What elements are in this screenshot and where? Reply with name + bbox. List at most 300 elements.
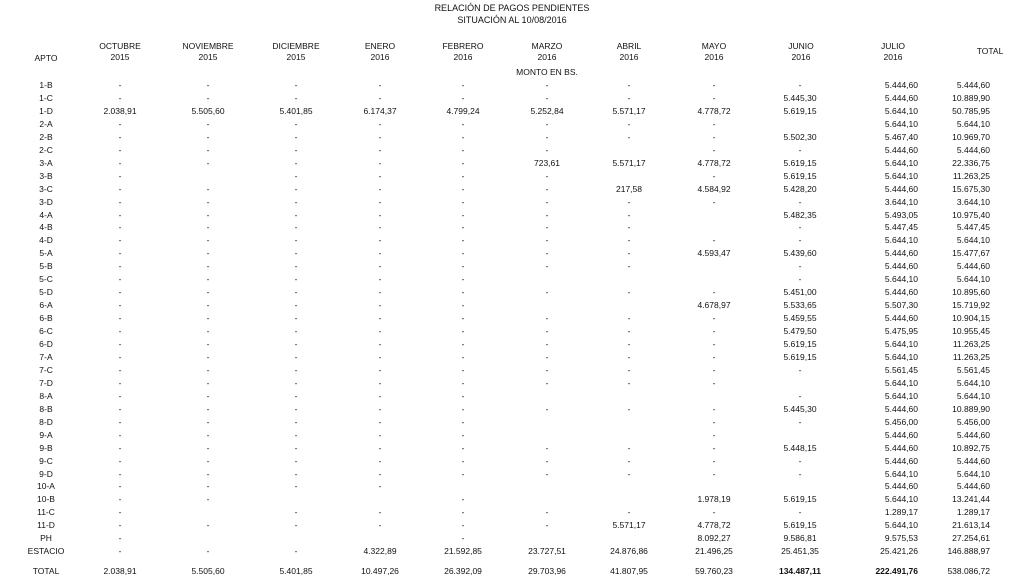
row-cell-dic: - <box>294 287 298 298</box>
row-cell-feb: - <box>461 429 465 440</box>
row-cell-jul: 25.421,26 <box>880 546 918 557</box>
row-cell-dic: - <box>294 429 298 440</box>
row-cell-oct: - <box>118 546 122 557</box>
row-cell-ene: - <box>378 339 382 349</box>
row-cell-jul: 5.444,60 <box>884 80 918 90</box>
row-cell-may: 4.778,72 <box>697 105 731 116</box>
row-cell-dic: - <box>294 300 298 311</box>
row-cell-jul: 5.561,45 <box>884 364 918 375</box>
row-cell-may: - <box>712 442 716 453</box>
row-cell-jun: - <box>798 364 802 375</box>
header-feb <box>442 41 483 63</box>
row-cell-oct: - <box>118 131 122 142</box>
row-cell-abr: - <box>627 80 631 90</box>
row-cell-abr: - <box>627 377 631 388</box>
row-cell-dic: 5.401,85 <box>279 105 313 116</box>
row-cell-may: - <box>712 351 716 362</box>
row-cell-may: - <box>712 429 716 440</box>
row-cell-jul: 5.447,45 <box>884 222 918 233</box>
row-cell-ene: - <box>378 481 382 492</box>
row-cell-oct: - <box>118 455 122 466</box>
row-cell-nov: - <box>206 157 210 168</box>
row-cell-abr: - <box>627 261 631 272</box>
header-jun-year: 2016 <box>791 52 811 62</box>
row-cell-mar: - <box>545 196 549 207</box>
row-cell-total: 538.086,72 <box>947 566 990 576</box>
row-cell-jul: 5.644,10 <box>884 377 918 388</box>
row-cell-jun: 5.439,60 <box>783 248 817 259</box>
row-cell-oct: - <box>118 468 122 479</box>
row-cell-nov: - <box>206 300 210 311</box>
row-cell-jul: 222.491,76 <box>875 566 918 576</box>
row-cell-jul: 5.644,10 <box>884 390 918 401</box>
row-cell-oct: - <box>118 520 122 531</box>
row-cell-may: - <box>712 131 716 142</box>
row-cell-feb: - <box>461 390 465 401</box>
header-nov-label: NOVIEMBRE <box>182 41 234 51</box>
row-cell-ene: - <box>378 157 382 168</box>
row-cell-jul: 5.444,60 <box>884 442 918 453</box>
row-cell-abr: - <box>627 92 631 103</box>
row-cell-mar: 723,61 <box>534 157 560 168</box>
row-cell-nov: - <box>206 313 210 324</box>
row-cell-feb: - <box>461 157 465 168</box>
row-cell-abr: - <box>627 222 631 233</box>
row-cell-mar: - <box>545 468 549 479</box>
row-cell-feb: - <box>461 80 465 90</box>
row-cell-feb: 26.392,09 <box>444 566 482 576</box>
row-cell-oct: - <box>118 507 122 518</box>
row-cell-nov: - <box>206 261 210 272</box>
row-cell-ene: - <box>378 131 382 142</box>
row-cell-jun: 5.619,15 <box>783 339 817 349</box>
row-cell-jun: 5.502,30 <box>783 131 817 142</box>
row-apto: 4-A <box>39 209 53 220</box>
row-apto: 5-B <box>39 261 53 272</box>
row-cell-dic: - <box>294 351 298 362</box>
row-cell-oct: - <box>118 287 122 298</box>
row-cell-jul: 5.493,05 <box>884 209 918 220</box>
row-cell-ene: - <box>378 209 382 220</box>
row-cell-ene: - <box>378 403 382 414</box>
row-cell-ene: - <box>378 170 382 181</box>
row-cell-jun: - <box>798 390 802 401</box>
row-apto: 3-D <box>39 196 53 207</box>
row-cell-mar: - <box>545 364 549 375</box>
row-cell-jun: 5.428,20 <box>783 183 817 194</box>
row-cell-nov: - <box>206 326 210 337</box>
row-apto: 5-C <box>39 274 53 285</box>
row-cell-mar: - <box>545 144 549 155</box>
row-cell-feb: - <box>461 364 465 375</box>
row-cell-total: 5.561,45 <box>956 364 990 375</box>
row-cell-feb: - <box>461 248 465 259</box>
row-cell-dic: - <box>294 209 298 220</box>
row-cell-feb: - <box>461 222 465 233</box>
row-apto: 7-C <box>39 364 53 375</box>
row-cell-jun: 5.619,15 <box>783 170 817 181</box>
row-cell-oct: - <box>118 533 122 544</box>
row-cell-jul: 1.289,17 <box>884 507 918 518</box>
row-cell-mar: - <box>545 261 549 272</box>
header-may <box>702 41 726 63</box>
row-cell-jul: 5.444,60 <box>884 429 918 440</box>
row-cell-feb: - <box>461 442 465 453</box>
row-apto: 10-B <box>37 494 55 505</box>
row-cell-jun: - <box>798 274 802 285</box>
row-cell-feb: - <box>461 300 465 311</box>
row-cell-feb: - <box>461 209 465 220</box>
row-cell-nov: - <box>206 131 210 142</box>
row-apto: 8-D <box>39 416 53 427</box>
header-ene-label: ENERO <box>364 41 396 51</box>
row-cell-feb: - <box>461 339 465 349</box>
row-cell-abr: - <box>627 442 631 453</box>
row-cell-jul: 5.444,60 <box>884 455 918 466</box>
header-jul <box>881 41 905 63</box>
row-cell-dic: - <box>294 235 298 246</box>
row-cell-feb: - <box>461 261 465 272</box>
row-cell-total: 10.889,90 <box>952 92 990 103</box>
row-apto: 5-D <box>39 287 53 298</box>
row-cell-total: 11.263,25 <box>952 339 990 349</box>
row-cell-total: 5.444,60 <box>956 429 990 440</box>
row-apto: 3-A <box>39 157 53 168</box>
row-cell-ene: - <box>378 377 382 388</box>
row-cell-total: 10.969,70 <box>952 131 990 142</box>
row-apto: 1-B <box>39 80 53 90</box>
row-cell-total: 11.263,25 <box>952 170 990 181</box>
row-cell-may: 59.760,23 <box>695 566 733 576</box>
row-cell-mar: - <box>545 507 549 518</box>
header-oct-year: 2015 <box>110 52 130 62</box>
row-cell-total: 22.336,75 <box>952 157 990 168</box>
row-cell-dic: - <box>294 364 298 375</box>
row-cell-jul: 5.467,40 <box>884 131 918 142</box>
row-cell-oct: - <box>118 364 122 375</box>
row-cell-dic: - <box>294 261 298 272</box>
row-cell-total: 13.241,44 <box>952 494 990 505</box>
row-cell-oct: - <box>118 92 122 103</box>
row-cell-jul: 5.644,10 <box>884 520 918 531</box>
row-cell-may: 4.778,72 <box>697 520 731 531</box>
row-cell-mar: - <box>545 377 549 388</box>
row-apto: 3-C <box>39 183 53 194</box>
row-apto: 9-C <box>39 455 53 466</box>
row-cell-jun: 5.619,15 <box>783 494 817 505</box>
row-cell-jun: - <box>798 235 802 246</box>
row-cell-mar: - <box>545 209 549 220</box>
row-apto: 7-D <box>39 377 53 388</box>
row-cell-feb: - <box>461 507 465 518</box>
row-cell-abr: - <box>627 326 631 337</box>
row-cell-feb: - <box>461 403 465 414</box>
row-cell-dic: - <box>294 442 298 453</box>
row-cell-feb: - <box>461 326 465 337</box>
row-cell-may: 4.778,72 <box>697 157 731 168</box>
row-apto: TOTAL <box>32 566 60 576</box>
row-cell-dic: - <box>294 339 298 349</box>
row-cell-mar: - <box>545 442 549 453</box>
row-cell-dic: - <box>294 92 298 103</box>
row-cell-abr: 41.807,95 <box>610 566 648 576</box>
row-cell-dic: - <box>294 507 298 518</box>
row-cell-jul: 5.444,60 <box>884 261 918 272</box>
row-cell-dic: - <box>294 377 298 388</box>
row-apto: 2-B <box>39 131 53 142</box>
row-cell-oct: - <box>118 80 122 90</box>
row-cell-jul: 5.444,60 <box>884 183 918 194</box>
row-cell-oct: - <box>118 326 122 337</box>
row-apto: 8-A <box>39 390 53 401</box>
row-cell-mar: - <box>545 235 549 246</box>
row-cell-abr: 24.876,86 <box>610 546 648 557</box>
row-cell-feb: - <box>461 416 465 427</box>
row-cell-may: 4.678,97 <box>697 300 731 311</box>
header-jun <box>788 41 814 63</box>
row-cell-may: 21.496,25 <box>695 546 733 557</box>
header-ene <box>365 41 395 63</box>
row-cell-feb: - <box>461 235 465 246</box>
row-cell-nov: - <box>206 118 210 129</box>
row-apto: 6-D <box>39 339 53 349</box>
header-total-label: TOTAL <box>976 46 1004 56</box>
row-cell-nov: - <box>206 248 210 259</box>
header-feb-year: 2016 <box>453 52 473 62</box>
header-may-year: 2016 <box>704 52 724 62</box>
row-cell-nov: - <box>206 520 210 531</box>
row-cell-ene: 10.497,26 <box>361 566 399 576</box>
row-cell-may: - <box>712 364 716 375</box>
row-cell-oct: - <box>118 494 122 505</box>
row-cell-feb: - <box>461 313 465 324</box>
row-cell-total: 5.644,10 <box>956 118 990 129</box>
header-jul-year: 2016 <box>883 52 903 62</box>
row-cell-may: - <box>712 287 716 298</box>
row-cell-jun: 5.479,50 <box>783 326 817 337</box>
row-cell-total: 10.904,15 <box>952 313 990 324</box>
row-cell-mar: 5.252,84 <box>530 105 564 116</box>
header-ene-year: 2016 <box>370 52 390 62</box>
row-cell-total: 3.644,10 <box>956 196 990 207</box>
row-cell-mar: - <box>545 287 549 298</box>
row-cell-ene: - <box>378 390 382 401</box>
row-cell-jul: 5.644,10 <box>884 118 918 129</box>
row-apto: PH <box>40 533 52 544</box>
row-cell-oct: - <box>118 170 122 181</box>
row-cell-abr: - <box>627 287 631 298</box>
row-cell-oct: 2.038,91 <box>103 105 137 116</box>
row-cell-ene: - <box>378 287 382 298</box>
row-cell-may: 4.584,92 <box>697 183 731 194</box>
row-cell-nov: - <box>206 92 210 103</box>
header-apto <box>35 53 58 64</box>
row-apto: 11-C <box>37 507 55 518</box>
row-cell-may: 1.978,19 <box>697 494 731 505</box>
row-cell-oct: - <box>118 351 122 362</box>
row-cell-mar: - <box>545 131 549 142</box>
row-cell-dic: - <box>294 546 298 557</box>
row-cell-jun: 5.448,15 <box>783 442 817 453</box>
row-cell-ene: - <box>378 261 382 272</box>
row-cell-mar: - <box>545 170 549 181</box>
row-cell-nov: - <box>206 390 210 401</box>
row-cell-oct: - <box>118 481 122 492</box>
row-cell-abr: - <box>627 209 631 220</box>
row-cell-nov: - <box>206 144 210 155</box>
row-cell-abr: - <box>627 403 631 414</box>
row-cell-feb: - <box>461 131 465 142</box>
row-cell-oct: - <box>118 274 122 285</box>
row-cell-jul: 5.644,10 <box>884 274 918 285</box>
header-abr-label: ABRIL <box>616 41 642 51</box>
row-cell-total: 10.892,75 <box>952 442 990 453</box>
row-cell-abr: - <box>627 455 631 466</box>
row-cell-feb: - <box>461 170 465 181</box>
row-cell-nov: - <box>206 546 210 557</box>
row-cell-total: 5.444,60 <box>956 144 990 155</box>
row-cell-total: 146.888,97 <box>947 546 990 557</box>
row-cell-jul: 5.644,10 <box>884 105 918 116</box>
row-cell-abr: 5.571,17 <box>612 157 646 168</box>
row-cell-jul: 5.444,60 <box>884 144 918 155</box>
row-cell-nov: - <box>206 80 210 90</box>
report-title: RELACIÓN DE PAGOS PENDIENTES <box>434 3 590 13</box>
header-jun-label: JUNIO <box>788 41 814 51</box>
row-cell-jul: 5.444,60 <box>884 287 918 298</box>
row-cell-oct: - <box>118 300 122 311</box>
row-cell-total: 11.263,25 <box>952 351 990 362</box>
row-cell-dic: 5.401,85 <box>279 566 313 576</box>
row-cell-dic: - <box>294 313 298 324</box>
row-cell-total: 15.675,30 <box>952 183 990 194</box>
row-cell-ene: - <box>378 364 382 375</box>
row-cell-dic: - <box>294 144 298 155</box>
row-cell-nov: - <box>206 339 210 349</box>
row-cell-may: - <box>712 416 716 427</box>
header-total <box>977 46 1004 57</box>
header-apto-label: APTO <box>34 53 58 63</box>
row-cell-abr: - <box>627 118 631 129</box>
row-cell-ene: 6.174,37 <box>363 105 397 116</box>
row-cell-jun: - <box>798 222 802 233</box>
row-cell-oct: - <box>118 429 122 440</box>
header-dic <box>272 41 319 63</box>
row-cell-feb: - <box>461 351 465 362</box>
row-cell-jun: - <box>798 416 802 427</box>
row-cell-jul: 5.444,60 <box>884 313 918 324</box>
row-cell-feb: 4.799,24 <box>446 105 480 116</box>
row-cell-dic: - <box>294 131 298 142</box>
row-apto: 11-D <box>37 520 55 531</box>
row-cell-mar: - <box>545 183 549 194</box>
header-mar <box>532 41 563 63</box>
row-cell-oct: - <box>118 339 122 349</box>
row-apto: 9-D <box>39 468 53 479</box>
row-cell-nov: - <box>206 455 210 466</box>
header-dic-label: DICIEMBRE <box>272 41 320 51</box>
row-apto: 5-A <box>39 248 53 259</box>
row-apto: ESTACIO <box>27 546 65 557</box>
row-cell-ene: 4.322,89 <box>363 546 397 557</box>
row-cell-feb: - <box>461 92 465 103</box>
row-cell-jun: - <box>798 468 802 479</box>
row-cell-jun: - <box>798 196 802 207</box>
row-cell-oct: 2.038,91 <box>103 566 137 576</box>
row-cell-jul: 9.575,53 <box>884 533 918 544</box>
row-cell-ene: - <box>378 429 382 440</box>
row-cell-total: 5.444,60 <box>956 481 990 492</box>
header-oct-label: OCTUBRE <box>99 41 141 51</box>
row-cell-may: - <box>712 144 716 155</box>
row-cell-dic: - <box>294 196 298 207</box>
row-cell-may: - <box>712 235 716 246</box>
row-cell-oct: - <box>118 118 122 129</box>
row-cell-may: - <box>712 468 716 479</box>
row-cell-total: 10.895,60 <box>952 287 990 298</box>
row-cell-oct: - <box>118 235 122 246</box>
row-cell-dic: - <box>294 390 298 401</box>
row-cell-jul: 5.444,60 <box>884 481 918 492</box>
row-cell-jun: 5.451,00 <box>783 287 817 298</box>
row-cell-oct: - <box>118 416 122 427</box>
header-abr-year: 2016 <box>619 52 639 62</box>
row-cell-mar: - <box>545 339 549 349</box>
row-cell-nov: - <box>206 442 210 453</box>
row-cell-may: - <box>712 80 716 90</box>
row-cell-dic: - <box>294 416 298 427</box>
row-cell-jul: 5.475,95 <box>884 326 918 337</box>
row-cell-may: - <box>712 92 716 103</box>
row-cell-jul: 5.507,30 <box>884 300 918 311</box>
row-cell-ene: - <box>378 313 382 324</box>
header-nov <box>182 41 233 63</box>
row-cell-oct: - <box>118 261 122 272</box>
header-dic-year: 2015 <box>286 52 306 62</box>
row-cell-dic: - <box>294 248 298 259</box>
row-apto: 10-A <box>37 481 55 492</box>
row-cell-abr: 5.571,17 <box>612 105 646 116</box>
row-cell-total: 10.955,45 <box>952 326 990 337</box>
row-cell-nov: - <box>206 274 210 285</box>
row-cell-ene: - <box>378 222 382 233</box>
row-cell-oct: - <box>118 183 122 194</box>
row-cell-jun: 5.619,15 <box>783 520 817 531</box>
row-cell-mar: - <box>545 118 549 129</box>
row-cell-nov: - <box>206 351 210 362</box>
row-cell-may: - <box>712 455 716 466</box>
row-cell-jun: 5.619,15 <box>783 105 817 116</box>
header-mar-label: MARZO <box>531 41 563 51</box>
row-cell-abr: - <box>627 235 631 246</box>
row-cell-oct: - <box>118 209 122 220</box>
row-apto: 6-B <box>39 313 53 324</box>
row-cell-nov: - <box>206 196 210 207</box>
row-cell-dic: - <box>294 183 298 194</box>
row-cell-dic: - <box>294 222 298 233</box>
row-cell-total: 5.447,45 <box>956 222 990 233</box>
row-cell-oct: - <box>118 157 122 168</box>
row-cell-abr: - <box>627 313 631 324</box>
row-cell-jul: 5.444,60 <box>884 92 918 103</box>
row-cell-ene: - <box>378 248 382 259</box>
row-cell-total: 5.444,60 <box>956 455 990 466</box>
row-cell-jul: 5.456,00 <box>884 416 918 427</box>
row-cell-total: 21.613,14 <box>952 520 990 531</box>
row-cell-nov: - <box>206 494 210 505</box>
row-cell-total: 27.254,61 <box>952 533 990 544</box>
header-oct <box>99 41 141 63</box>
